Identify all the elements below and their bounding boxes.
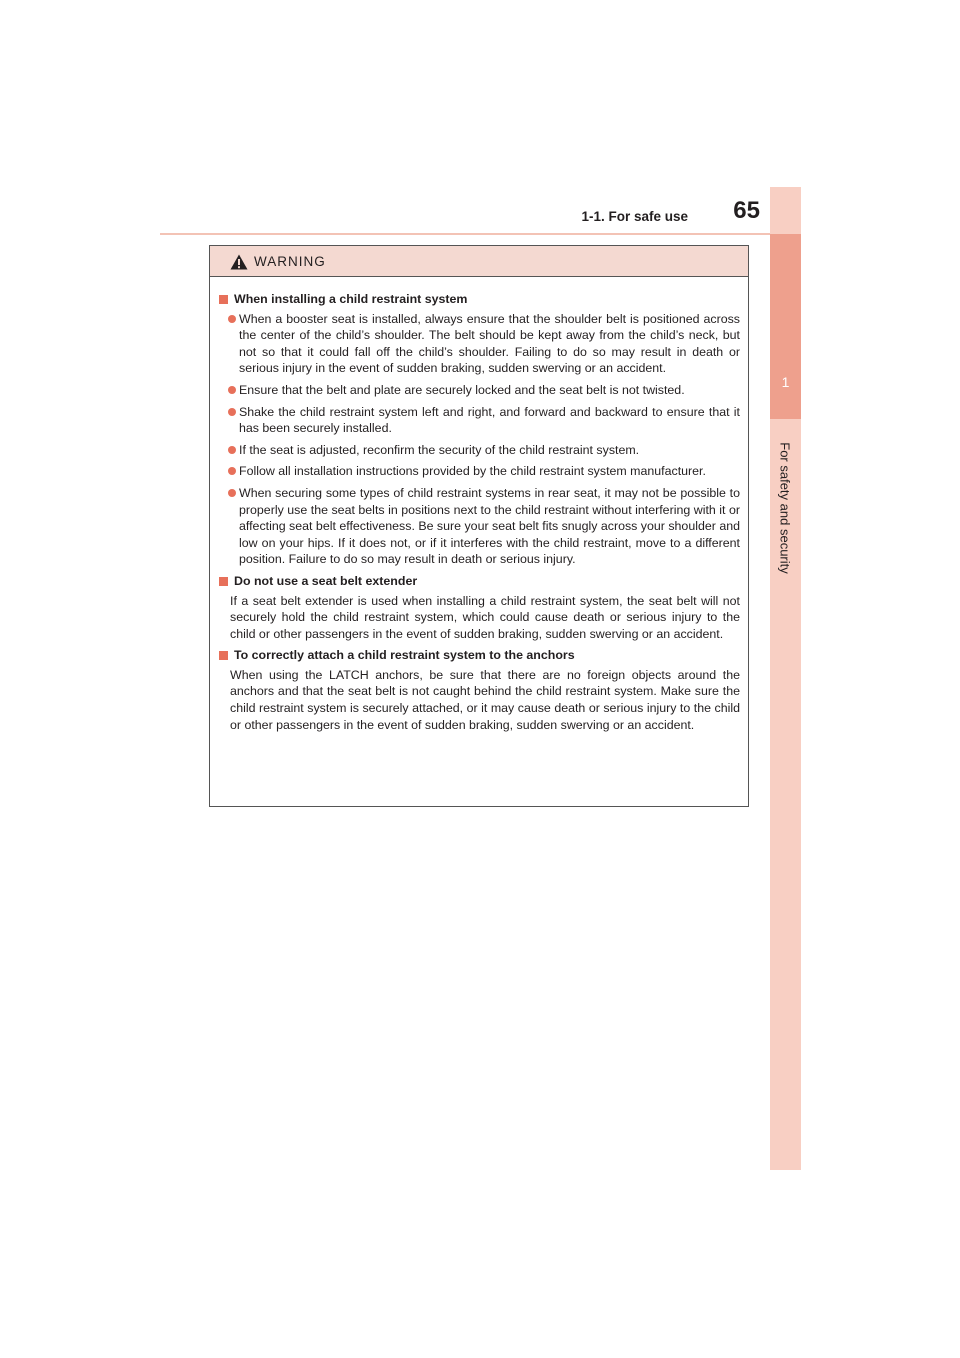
bullet-item <box>219 463 740 480</box>
section-heading-text: When installing a child restraint system <box>234 292 468 306</box>
page-number: 65 <box>733 197 760 224</box>
bullet-text: Shake the child restraint system left and right, and forward and backward to ensure that it has been securely installed. <box>239 404 740 436</box>
square-bullet-icon <box>219 651 228 660</box>
warning-title: WARNING <box>254 254 326 269</box>
round-bullet-icon <box>228 467 236 475</box>
bullet-text: If the seat is adjusted, reconfirm the security of the child restraint system. <box>239 442 640 457</box>
round-bullet-icon <box>228 408 236 416</box>
chapter-number-box <box>770 234 801 419</box>
square-bullet-icon <box>219 295 228 304</box>
round-bullet-icon <box>228 489 236 497</box>
bullet-item <box>219 404 740 437</box>
bullet-text: When a booster seat is installed, always ensure that the shoulder belt is positioned across the center of the child’s shoulder. The belt should be kept away from the child’s neck, but not so that it could fall off the child’s shoulder. Failing to do so may result in death or serious injury in the event of sudden braking, sudden swerving or an accident. <box>239 311 740 376</box>
warning-body <box>210 277 748 733</box>
bullet-item <box>219 311 740 377</box>
round-bullet-icon <box>228 386 236 394</box>
section-heading-install <box>219 291 740 308</box>
bullet-text: Follow all installation instructions provided by the child restraint system manufacturer. <box>239 464 706 479</box>
warning-triangle-icon <box>230 254 248 270</box>
section-paragraph: If a seat belt extender is used when installing a child restraint system, the seat belt will not securely hold the child restraint system, which could cause death or serious injury to the child or other passengers in the event of sudden braking, sudden swerving or an accident. <box>230 593 740 641</box>
round-bullet-icon <box>228 315 236 323</box>
chapter-number: 1 <box>781 374 790 390</box>
chapter-title: For safety and security <box>777 442 793 574</box>
bullet-text: Ensure that the belt and plate are securely locked and the seat belt is not twisted. <box>239 382 685 397</box>
bullet-item <box>219 485 740 568</box>
section-heading-anchors <box>219 647 740 664</box>
warning-box <box>209 245 749 807</box>
section-heading-text: To correctly attach a child restraint system to the anchors <box>234 648 575 663</box>
section-paragraph: When using the LATCH anchors, be sure that there are no foreign objects around the anchors and that the seat belt is not caught behind the child restraint system. Make sure the child restraint system is securely attached, or it may cause death or serious injury to the child or other passengers in the event of sudden braking, sudden swerving or an accident. <box>230 667 740 732</box>
bullet-text: When securing some types of child restraint systems in rear seat, it may not be possible to properly use the seat belts in positions next to the child restraint without interfering with it or affecting seat belt effectiveness. Be sure your seat belt fits snugly across your shoulder and low on your hips. If it does not, or if it interferes with the child restraint, move to a different position. Failure to do so may result in death or serious injury. <box>239 485 740 567</box>
warning-header <box>210 246 748 277</box>
bullet-item <box>219 382 740 399</box>
bullet-item <box>219 442 740 459</box>
section-heading-extender <box>219 573 740 590</box>
section-label: 1-1. For safe use <box>581 209 688 224</box>
square-bullet-icon <box>219 577 228 586</box>
header-rule <box>160 233 800 235</box>
round-bullet-icon <box>228 446 236 454</box>
section-heading-text: Do not use a seat belt extender <box>234 573 418 588</box>
